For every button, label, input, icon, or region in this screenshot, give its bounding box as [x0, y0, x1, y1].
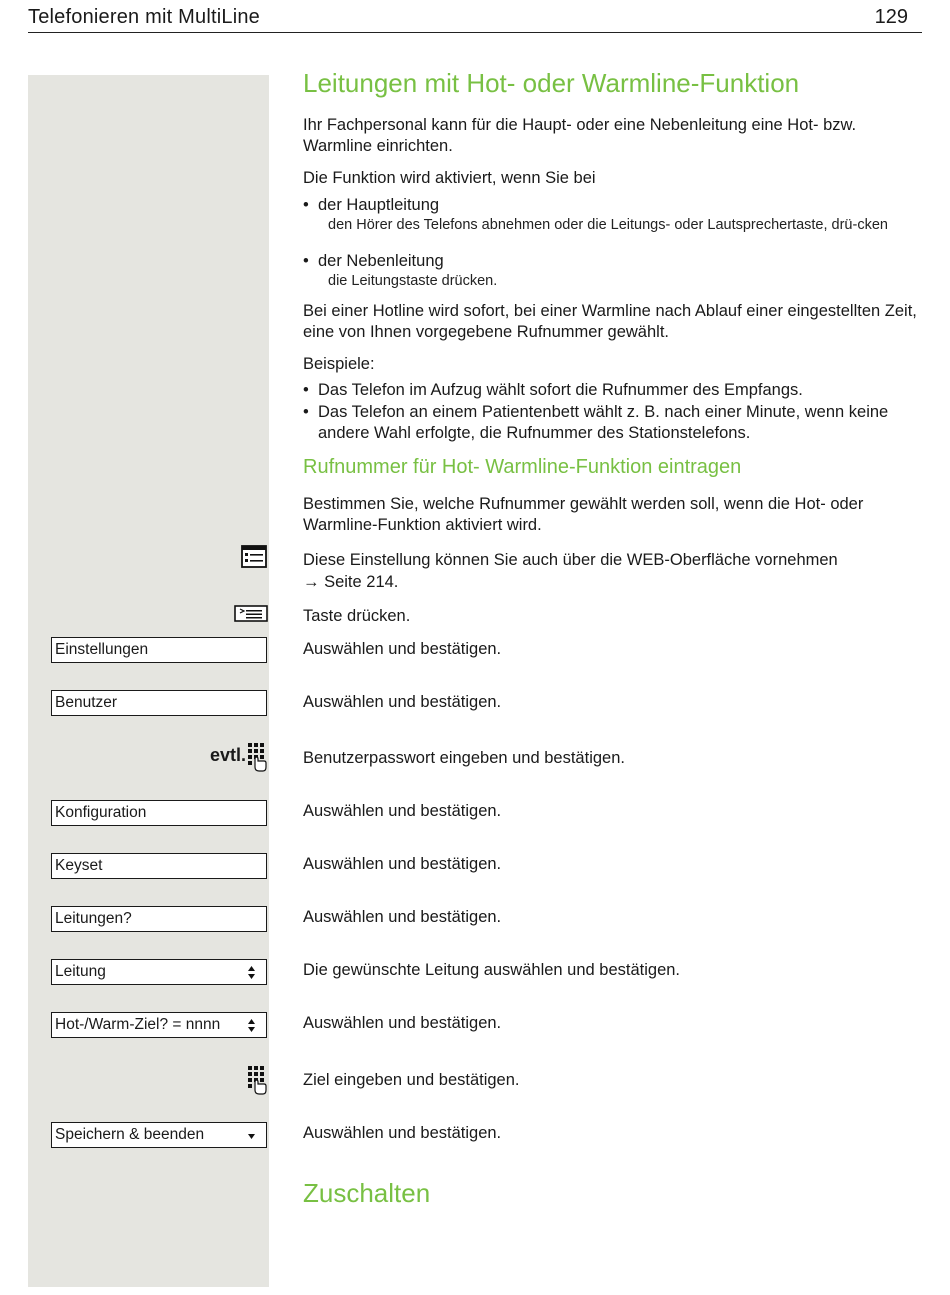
bullet-detail: die Leitungstaste drücken.	[328, 273, 498, 289]
step-instruction: Benutzerpasswort eingeben und bestätigen.	[303, 749, 625, 767]
chevron-down-icon	[247, 1132, 256, 1140]
intro-paragraph: Ihr Fachpersonal kann für die Haupt- oder eine Nebenleitung eine Hot- bzw. Warmline einrichten.	[303, 116, 857, 155]
web-note-line1: Diese Einstellung können Sie auch über die WEB-Oberfläche vornehmen	[303, 551, 838, 569]
up-down-arrow-icon	[247, 965, 256, 980]
step-instruction: Auswählen und bestätigen.	[303, 693, 502, 711]
keypad-icon[interactable]	[246, 742, 268, 772]
step-instruction: Auswählen und bestätigen.	[303, 908, 502, 926]
step-taste: Taste drücken.	[303, 607, 411, 625]
hotline-paragraph: Bei einer Hotline wird sofort, bei einer Warmline nach Ablauf einer eingestellten Zeit, eine von Ihnen vorgegebene Rufnummer gewählt.	[303, 302, 917, 341]
bullet-detail: den Hörer des Telefons abnehmen oder die Leitungs- oder Lautsprechertaste, drü-cken	[328, 217, 888, 233]
section-title-hotline: Leitungen mit Hot- oder Warmline-Funktion	[303, 68, 800, 98]
activation-paragraph: Die Funktion wird aktiviert, wenn Sie bei	[303, 169, 596, 187]
menu-item-leitung[interactable]	[51, 959, 267, 985]
bullet-label: der Hauptleitung	[318, 196, 440, 214]
menu-key-icon[interactable]	[234, 605, 268, 622]
chapter-title: Telefonieren mit MultiLine	[28, 6, 260, 28]
menu-item-label: Hot-/Warm-Ziel? = nnnn	[55, 1016, 221, 1033]
menu-item-keyset[interactable]: Keyset	[51, 853, 267, 879]
menu-item-einstellungen[interactable]: Einstellungen	[51, 637, 267, 663]
sidebar-column	[28, 75, 269, 1287]
rufnummer-intro: Bestimmen Sie, welche Rufnummer gewählt werden soll, wenn die Hot- oder Warmline-Funktion aktiviert wird.	[303, 495, 864, 534]
optional-prefix: evtl.	[210, 745, 247, 765]
web-interface-icon	[241, 545, 267, 568]
example-text: Das Telefon im Aufzug wählt sofort die Rufnummer des Empfangs.	[318, 381, 803, 399]
section-title-zuschalten: Zuschalten	[303, 1178, 431, 1208]
up-down-arrow-icon	[247, 1018, 256, 1033]
step-instruction: Auswählen und bestätigen.	[303, 1124, 502, 1142]
example-text: Das Telefon an einem Patientenbett wählt z. B. nach einer Minute, wenn keine andere Wahl erfolgte, die Rufnummer des Stationstelefons.	[318, 403, 889, 442]
bullet-label: der Nebenleitung	[318, 252, 444, 270]
menu-item-konfiguration[interactable]: Konfiguration	[51, 800, 267, 826]
menu-item-leitungen[interactable]: Leitungen?	[51, 906, 267, 932]
section-title-rufnummer: Rufnummer für Hot- Warmline-Funktion eintragen	[303, 456, 742, 478]
step-instruction: Ziel eingeben und bestätigen.	[303, 1071, 520, 1089]
menu-item-label: Leitung	[55, 963, 106, 980]
step-instruction: Auswählen und bestätigen.	[303, 640, 502, 658]
page-header	[28, 6, 922, 33]
step-instruction: Auswählen und bestätigen.	[303, 855, 502, 873]
step-instruction: Auswählen und bestätigen.	[303, 1014, 502, 1032]
examples-label: Beispiele:	[303, 355, 375, 373]
page-number: 129	[874, 6, 908, 28]
menu-item-label: Speichern & beenden	[55, 1126, 205, 1143]
menu-item-benutzer[interactable]: Benutzer	[51, 690, 267, 716]
web-note-link[interactable]: → Seite 214.	[303, 573, 399, 591]
menu-item-speichern-beenden[interactable]	[51, 1122, 267, 1148]
keypad-icon[interactable]	[246, 1065, 268, 1095]
step-instruction: Auswählen und bestätigen.	[303, 802, 502, 820]
step-instruction: Die gewünschte Leitung auswählen und bestätigen.	[303, 961, 681, 979]
menu-item-hot-warm-ziel[interactable]	[51, 1012, 267, 1038]
